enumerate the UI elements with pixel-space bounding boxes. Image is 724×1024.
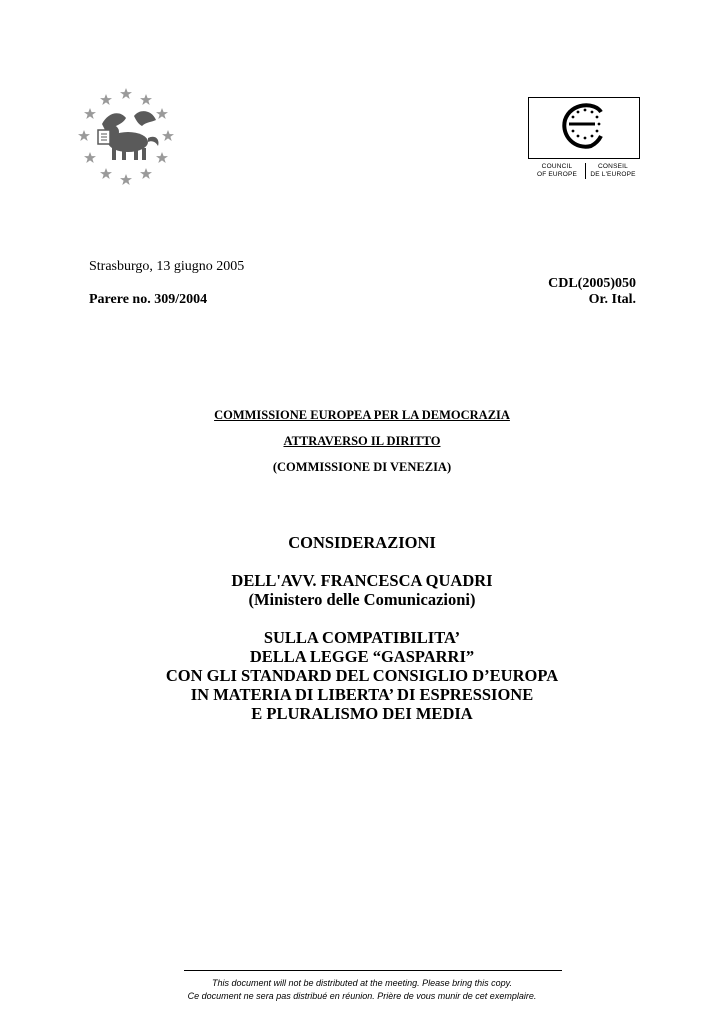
coe-label-en-line2: OF EUROPE <box>536 170 578 178</box>
title-subject-line5: E PLURALISMO DEI MEDIA <box>251 704 473 723</box>
title-affiliation: (Ministero delle Comunicazioni) <box>248 590 476 609</box>
title-subject-line4: IN MATERIA DI LIBERTA’ DI ESPRESSIONE <box>190 685 534 704</box>
commission-name-line1: COMMISSIONE EUROPEA PER LA DEMOCRAZIA <box>214 408 510 422</box>
footer-note-french: Ce document ne sera pas distribué en réunion. Prière de vous munir de cet exemplaire. <box>187 991 537 1001</box>
commission-name-line2: ATTRAVERSO IL DIRITTO <box>283 434 441 448</box>
commission-name-line3: (COMMISSIONE DI VENEZIA) <box>272 460 452 474</box>
council-of-europe-logo <box>528 97 642 183</box>
coe-label-fr-line1: CONSEIL <box>598 163 628 170</box>
place-date: Strasburgo, 13 giugno 2005 <box>89 259 245 274</box>
coe-label-en-line1: COUNCIL <box>541 163 573 170</box>
venice-commission-logo <box>68 82 184 194</box>
venice-commission-lion-with-stars-icon <box>68 82 184 194</box>
footer-divider <box>184 970 562 971</box>
coe-label-french <box>586 163 640 178</box>
document-reference: CDL(2005)050 <box>548 276 636 291</box>
council-of-europe-emblem-icon <box>529 98 641 160</box>
coe-label-english <box>530 163 584 178</box>
coe-label-fr-line2: DE L'EUROPE <box>590 170 636 178</box>
title-considerazioni: CONSIDERAZIONI <box>288 533 436 552</box>
opinion-number: Parere no. 309/2004 <box>89 292 208 307</box>
council-of-europe-emblem-frame <box>528 97 640 159</box>
footer-note-english: This document will not be distributed at the meeting. Please bring this copy. <box>212 978 512 988</box>
title-author: DELL'AVV. FRANCESCA QUADRI <box>231 571 493 590</box>
title-subject-line2: DELLA LEGGE “GASPARRI” <box>249 647 475 666</box>
original-language: Or. Ital. <box>588 292 636 307</box>
title-subject-line1: SULLA COMPATIBILITA’ <box>263 628 461 647</box>
title-subject-line3: CON GLI STANDARD DEL CONSIGLIO D’EUROPA <box>165 666 559 685</box>
